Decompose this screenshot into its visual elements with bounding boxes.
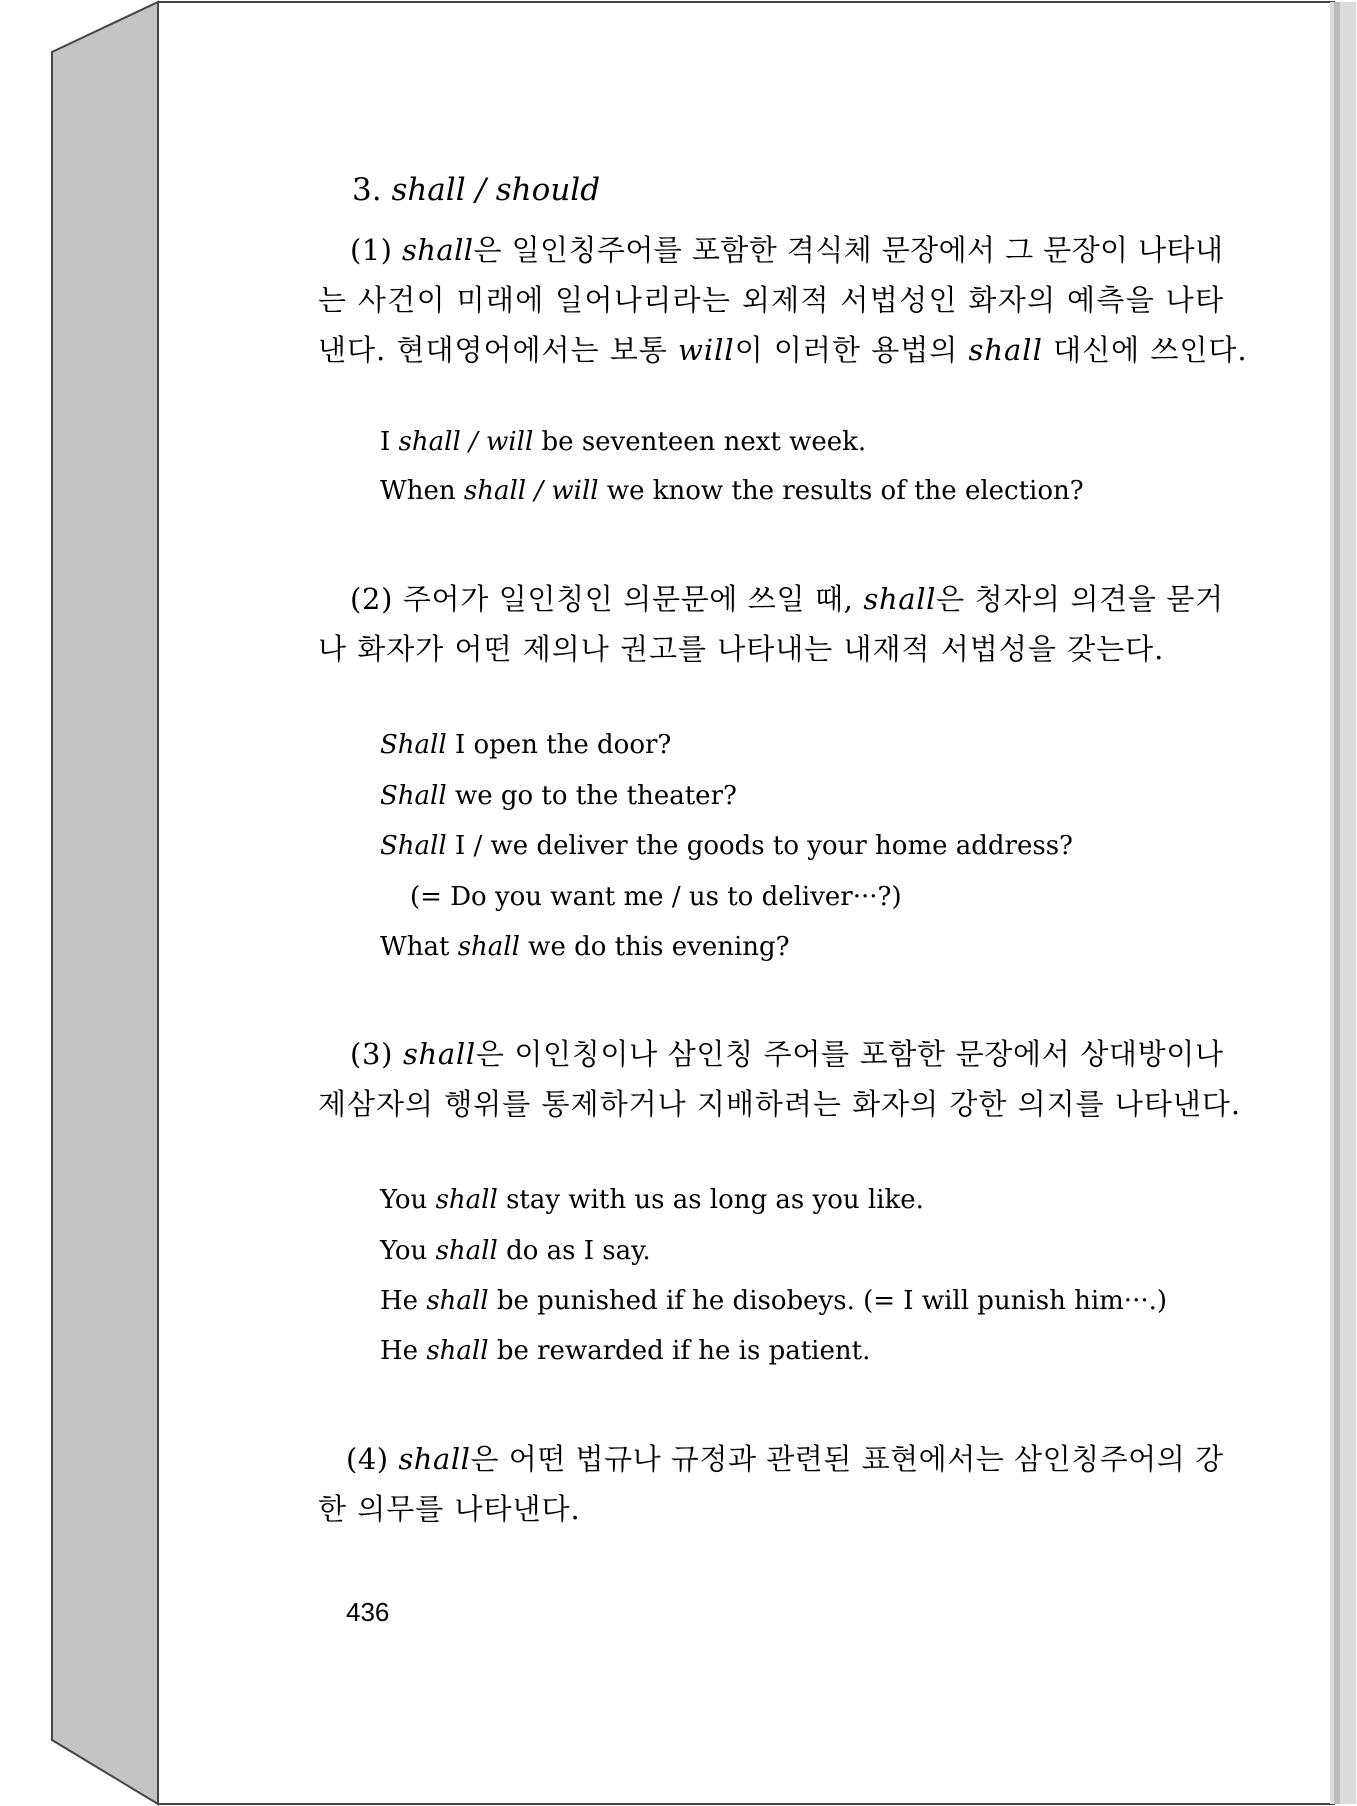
italic-term: will — [678, 333, 735, 367]
section-number: 3. — [352, 172, 382, 208]
italic-term: shall — [435, 1185, 498, 1215]
text-run: (= Do you want me / us to deliver···?) — [410, 882, 902, 912]
italic-term: shall — [398, 1442, 471, 1476]
italic-term: shall — [403, 1037, 476, 1071]
paragraph-line — [350, 577, 1224, 618]
italic-term: shall — [401, 233, 474, 267]
example-sentence — [380, 730, 671, 760]
text-run: stay with us as long as you like. — [497, 1185, 924, 1215]
section-heading — [352, 172, 600, 208]
text-run: 대신에 쓰인다. — [1042, 333, 1248, 367]
italic-term: shall — [457, 932, 520, 962]
text-run: we know the results of the election? — [598, 476, 1084, 506]
italic-term: shall / will — [398, 427, 534, 457]
text-run: He — [380, 1286, 427, 1316]
text-run: be rewarded if he is patient. — [488, 1336, 871, 1366]
line-text — [318, 632, 1164, 666]
line-text — [318, 283, 1224, 317]
text-run: 제삼자의 행위를 통제하거나 지배하려는 화자의 강한 의지를 나타낸다. — [318, 1087, 1242, 1121]
text-run: (4) — [346, 1442, 399, 1476]
text-run: 은 이인칭이나 삼인칭 주어를 포함한 문장에서 상대방이나 — [475, 1037, 1224, 1071]
text-run: 이 이러한 용법의 — [734, 333, 969, 367]
text-run: we do this evening? — [519, 932, 790, 962]
text-run: 는 사건이 미래에 일어나리라는 외제적 서법성인 화자의 예측을 나타 — [318, 283, 1225, 317]
italic-term: shall — [863, 582, 937, 616]
text-run: 은 청자의 의견을 묻거 — [936, 582, 1224, 616]
text-run: You — [380, 1236, 436, 1266]
text-run: When — [380, 476, 464, 506]
text-run: 낸다. 현대영어에서는 보통 — [318, 333, 679, 367]
italic-term: shall — [426, 1286, 489, 1316]
paragraph-line — [318, 1487, 581, 1528]
line-text — [346, 1442, 1224, 1476]
text-run: (1) — [350, 233, 402, 267]
italic-term: Shall — [380, 781, 447, 811]
paragraph-line — [318, 278, 1224, 319]
italic-term: shall / will — [463, 476, 599, 506]
text-run: do as I say. — [497, 1236, 651, 1266]
text-run: I — [380, 427, 399, 457]
example-sentence — [380, 476, 1084, 506]
text-run: be punished if he disobeys. (= I will punish him···.) — [488, 1286, 1168, 1316]
example-sentence — [380, 781, 737, 811]
text-run: 은 일인칭주어를 포함한 격식체 문장에서 그 문장이 나타내 — [473, 233, 1224, 267]
line-text — [350, 582, 1224, 616]
line-text — [350, 1037, 1224, 1071]
text-run: You — [380, 1185, 436, 1215]
example-sentence — [380, 427, 866, 457]
text-run: 나 화자가 어떤 제의나 권고를 나타내는 내재적 서법성을 갖는다. — [318, 632, 1165, 666]
text-run: we go to the theater? — [446, 781, 737, 811]
example-sentence — [380, 932, 790, 962]
paragraph-line — [318, 328, 1248, 369]
italic-term: shall — [426, 1336, 489, 1366]
text-run: 한 의무를 나타낸다. — [318, 1492, 581, 1526]
section-title: shall / should — [391, 172, 601, 208]
text-run: 은 어떤 법규나 규정과 관련된 표현에서는 삼인칭주어의 강 — [470, 1442, 1224, 1476]
italic-term: shall — [435, 1236, 498, 1266]
text-run: be seventeen next week. — [533, 427, 867, 457]
paragraph-line — [318, 1082, 1241, 1123]
example-sentence — [380, 1185, 924, 1215]
example-sentence — [410, 882, 902, 912]
line-text — [318, 1492, 581, 1526]
text-run: He — [380, 1336, 427, 1366]
text-run: I / we deliver the goods to your home address? — [446, 831, 1073, 861]
example-sentence — [380, 1236, 651, 1266]
paragraph-line — [318, 627, 1164, 668]
line-text — [318, 333, 1248, 367]
example-sentence — [380, 831, 1073, 861]
italic-term: Shall — [380, 831, 447, 861]
italic-term: Shall — [380, 730, 447, 760]
text-run: (3) — [350, 1037, 403, 1071]
paragraph-line — [346, 1437, 1224, 1478]
example-sentence — [380, 1336, 870, 1366]
paragraph-line — [350, 1032, 1224, 1073]
text-run: I open the door? — [446, 730, 672, 760]
page-number: 436 — [346, 1597, 390, 1627]
italic-term: shall — [968, 333, 1043, 367]
example-sentence — [380, 1286, 1167, 1316]
paragraph-line — [350, 228, 1223, 269]
text-run: (2) 주어가 일인칭인 의문문에 쓰일 때, — [350, 582, 864, 616]
text-run: What — [380, 932, 458, 962]
line-text — [350, 233, 1223, 267]
line-text — [318, 1087, 1241, 1121]
